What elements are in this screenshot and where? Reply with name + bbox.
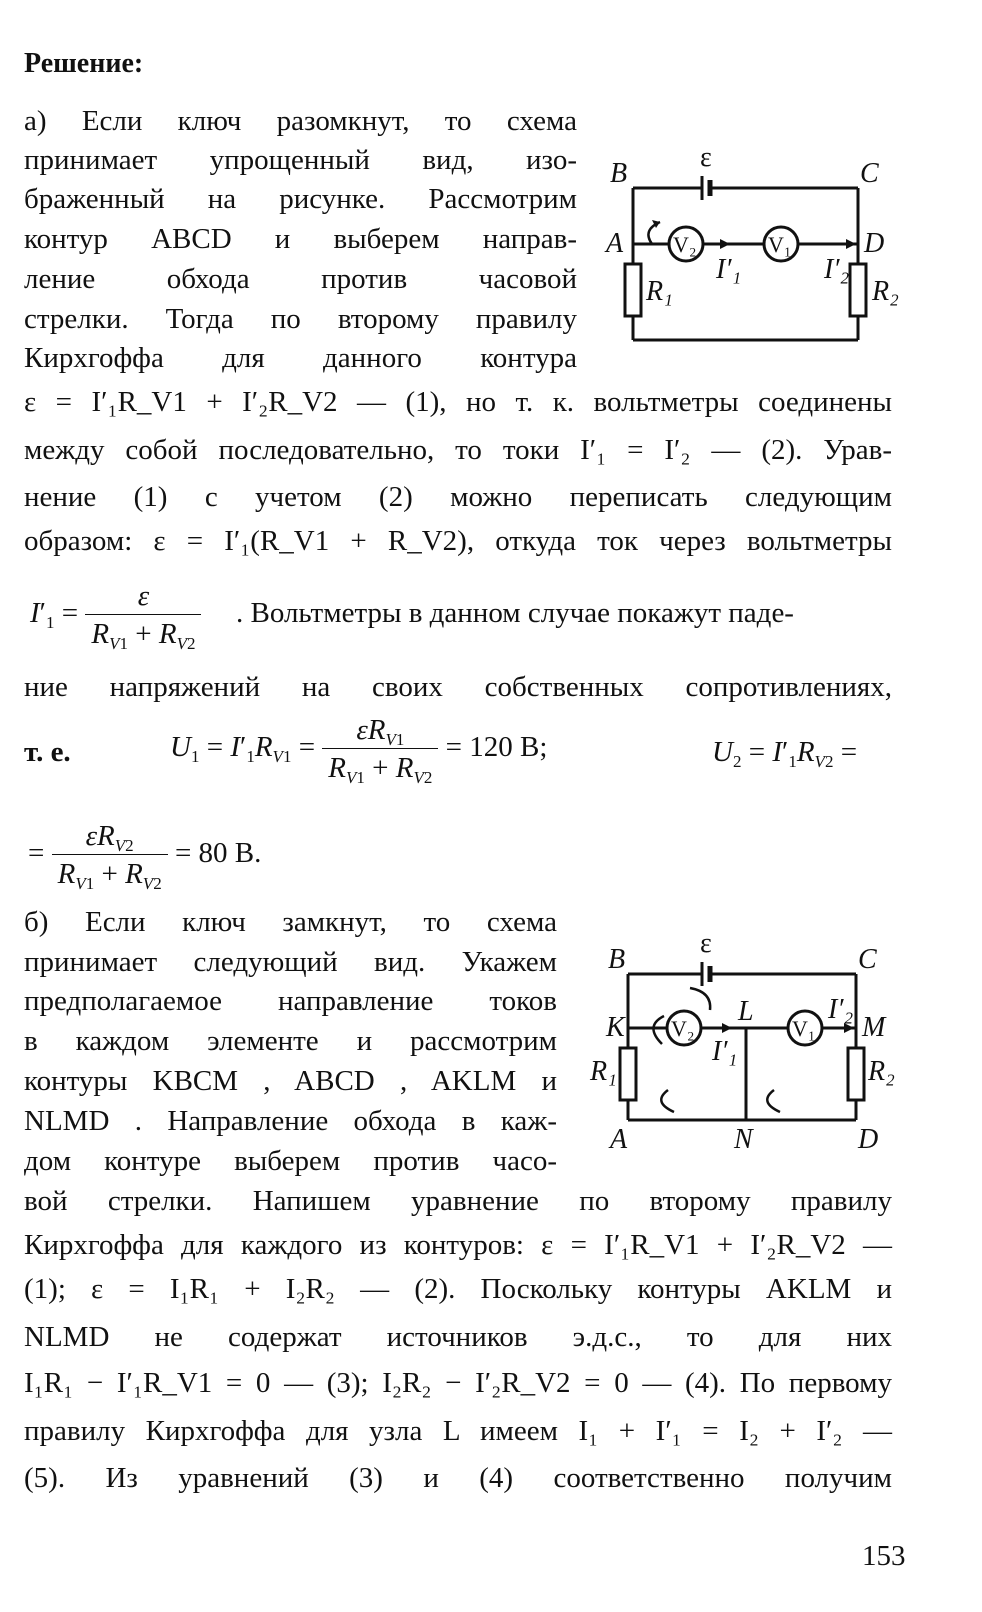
circuit-diagram-open-switch [598, 140, 918, 360]
part-a-line-5: ление обхода против часовой [24, 263, 577, 295]
fig1-label-a: A [606, 228, 624, 259]
part-b-line-5: контуры KBCM , ABCD , AKLM и [24, 1065, 557, 1097]
fig2-label-n: N [734, 1124, 753, 1155]
fig2-label-d: D [858, 1124, 879, 1155]
page-number: 153 [862, 1540, 906, 1572]
fig1-label-d: D [864, 228, 885, 259]
part-b-line-13: правилу Кирхгоффа для узла L имеем I₁ + I′₁ = I₂ + I′₂ — [24, 1415, 892, 1447]
u2-formula-end: = $\frac{\varepsilon R_{V2}}{R_{V1} + R_{V2}}$ = 80 В. [28, 820, 262, 893]
u2-value: = 80 В. [174, 837, 262, 870]
part-b-line-1: б) Если ключ замкнут, то схема [24, 906, 557, 938]
fig2-resistor-r2: R₂ [868, 1056, 895, 1087]
u2-formula-start: $U_2 = I'_1R_{V2}$ = [712, 736, 858, 771]
fig1-resistor-r1: R₁ [646, 276, 673, 307]
fig1-label-c: C [860, 158, 879, 189]
fig2-label-m: M [862, 1012, 886, 1043]
part-a-line-6: стрелки. Тогда по второму правилу [24, 303, 577, 335]
fig2-label-emf: ε [700, 930, 712, 959]
part-b-line-10: (1); ε = I₁R₁ + I₂R₂ — (2). Поскольку контуры AKLM и [24, 1273, 892, 1305]
solution-heading: Решение: [24, 48, 144, 79]
circuit-diagram-closed-switch [588, 930, 918, 1155]
fig2-current-i1: I′₁ [712, 1036, 738, 1067]
fig1-label-emf: ε [700, 142, 712, 173]
fig1-resistor-r2: R₂ [872, 276, 899, 307]
fig2-label-b: B [608, 944, 626, 975]
fig2-label-c: C [858, 944, 877, 975]
fig1-label-b: B [610, 158, 628, 189]
fig1-voltmeter-v1: V₁ [768, 232, 792, 257]
part-a-line-4: контур ABCD и выберем направ- [24, 223, 577, 255]
part-b-line-14: (5). Из уравнений (3) и (4) соответственно получим [24, 1462, 892, 1494]
fig2-label-k: K [606, 1012, 625, 1043]
rewritten-eq-line: образом: ε = I′₁(R_V1 + R_V2), откуда ток через вольтметры [24, 525, 892, 557]
te-label: т. е. [24, 736, 71, 768]
part-b-line-12: I₁R₁ − I′₁R_V1 = 0 — (3); I₂R₂ − I′₂R_V2 = 0 — (4). По первому [24, 1367, 892, 1399]
currents-equal-line: между собой последовательно, то токи I′₁ = I′₂ — (2). Урав- [24, 434, 892, 466]
current-formula: $I'_1$ = $\frac{\varepsilon}{R_{V1} + R_{V2}}$ [30, 578, 201, 653]
fig2-label-l: L [738, 996, 754, 1027]
part-b-line-8: вой стрелки. Напишем уравнение по второму правилу [24, 1185, 892, 1217]
u1-formula: $U_1 = I'_1R_{V1}$ = $\frac{\varepsilon R_{V1}}{R_{V1} + R_{V2}}$ = 120 В; [170, 714, 548, 787]
part-a-line-2: принимает упрощенный вид, изо- [24, 144, 577, 176]
u1-value: = 120 В; [445, 731, 548, 764]
eq1-line: ε = I′₁R_V1 + I′₂R_V2 — (1), но т. к. вольтметры соединены [24, 386, 892, 418]
part-b-line-7: дом контуре выберем против часо- [24, 1145, 557, 1177]
part-b-line-2: принимает следующий вид. Укажем [24, 946, 557, 978]
fig1-voltmeter-v2: V₂ [673, 232, 697, 257]
fig1-current-i2: I′₂ [824, 254, 850, 285]
fig1-current-i1: I′₁ [716, 254, 742, 285]
fig2-voltmeter-v1: V₁ [792, 1016, 816, 1041]
rewrite-line: нение (1) с учетом (2) можно переписать следующим [24, 481, 892, 513]
part-a-line-7: Кирхгоффа для данного контура [24, 342, 577, 374]
fig2-resistor-r1: R₁ [590, 1056, 617, 1087]
fig2-label-a: A [610, 1124, 628, 1155]
voltage-drop-line: ние напряжений на своих собственных сопротивлениях, [24, 671, 892, 703]
part-b-line-11: NLMD не содержат источников э.д.с., то для них [24, 1321, 892, 1353]
part-a-line-3: браженный на рисунке. Рассмотрим [24, 183, 577, 215]
fig2-voltmeter-v2: V₂ [671, 1016, 695, 1041]
fig2-current-i2: I′₂ [828, 994, 854, 1025]
current-formula-tail: . Вольтметры в данном случае покажут паде- [236, 597, 794, 629]
part-b-line-9: Кирхгоффа для каждого из контуров: ε = I′₁R_V1 + I′₂R_V2 — [24, 1229, 892, 1261]
part-a-line-1: а) Если ключ разомкнут, то схема [24, 105, 577, 137]
part-b-line-4: в каждом элементе и рассмотрим [24, 1025, 557, 1057]
part-b-line-3: предполагаемое направление токов [24, 985, 557, 1017]
part-b-line-6: NLMD . Направление обхода в каж- [24, 1105, 557, 1137]
